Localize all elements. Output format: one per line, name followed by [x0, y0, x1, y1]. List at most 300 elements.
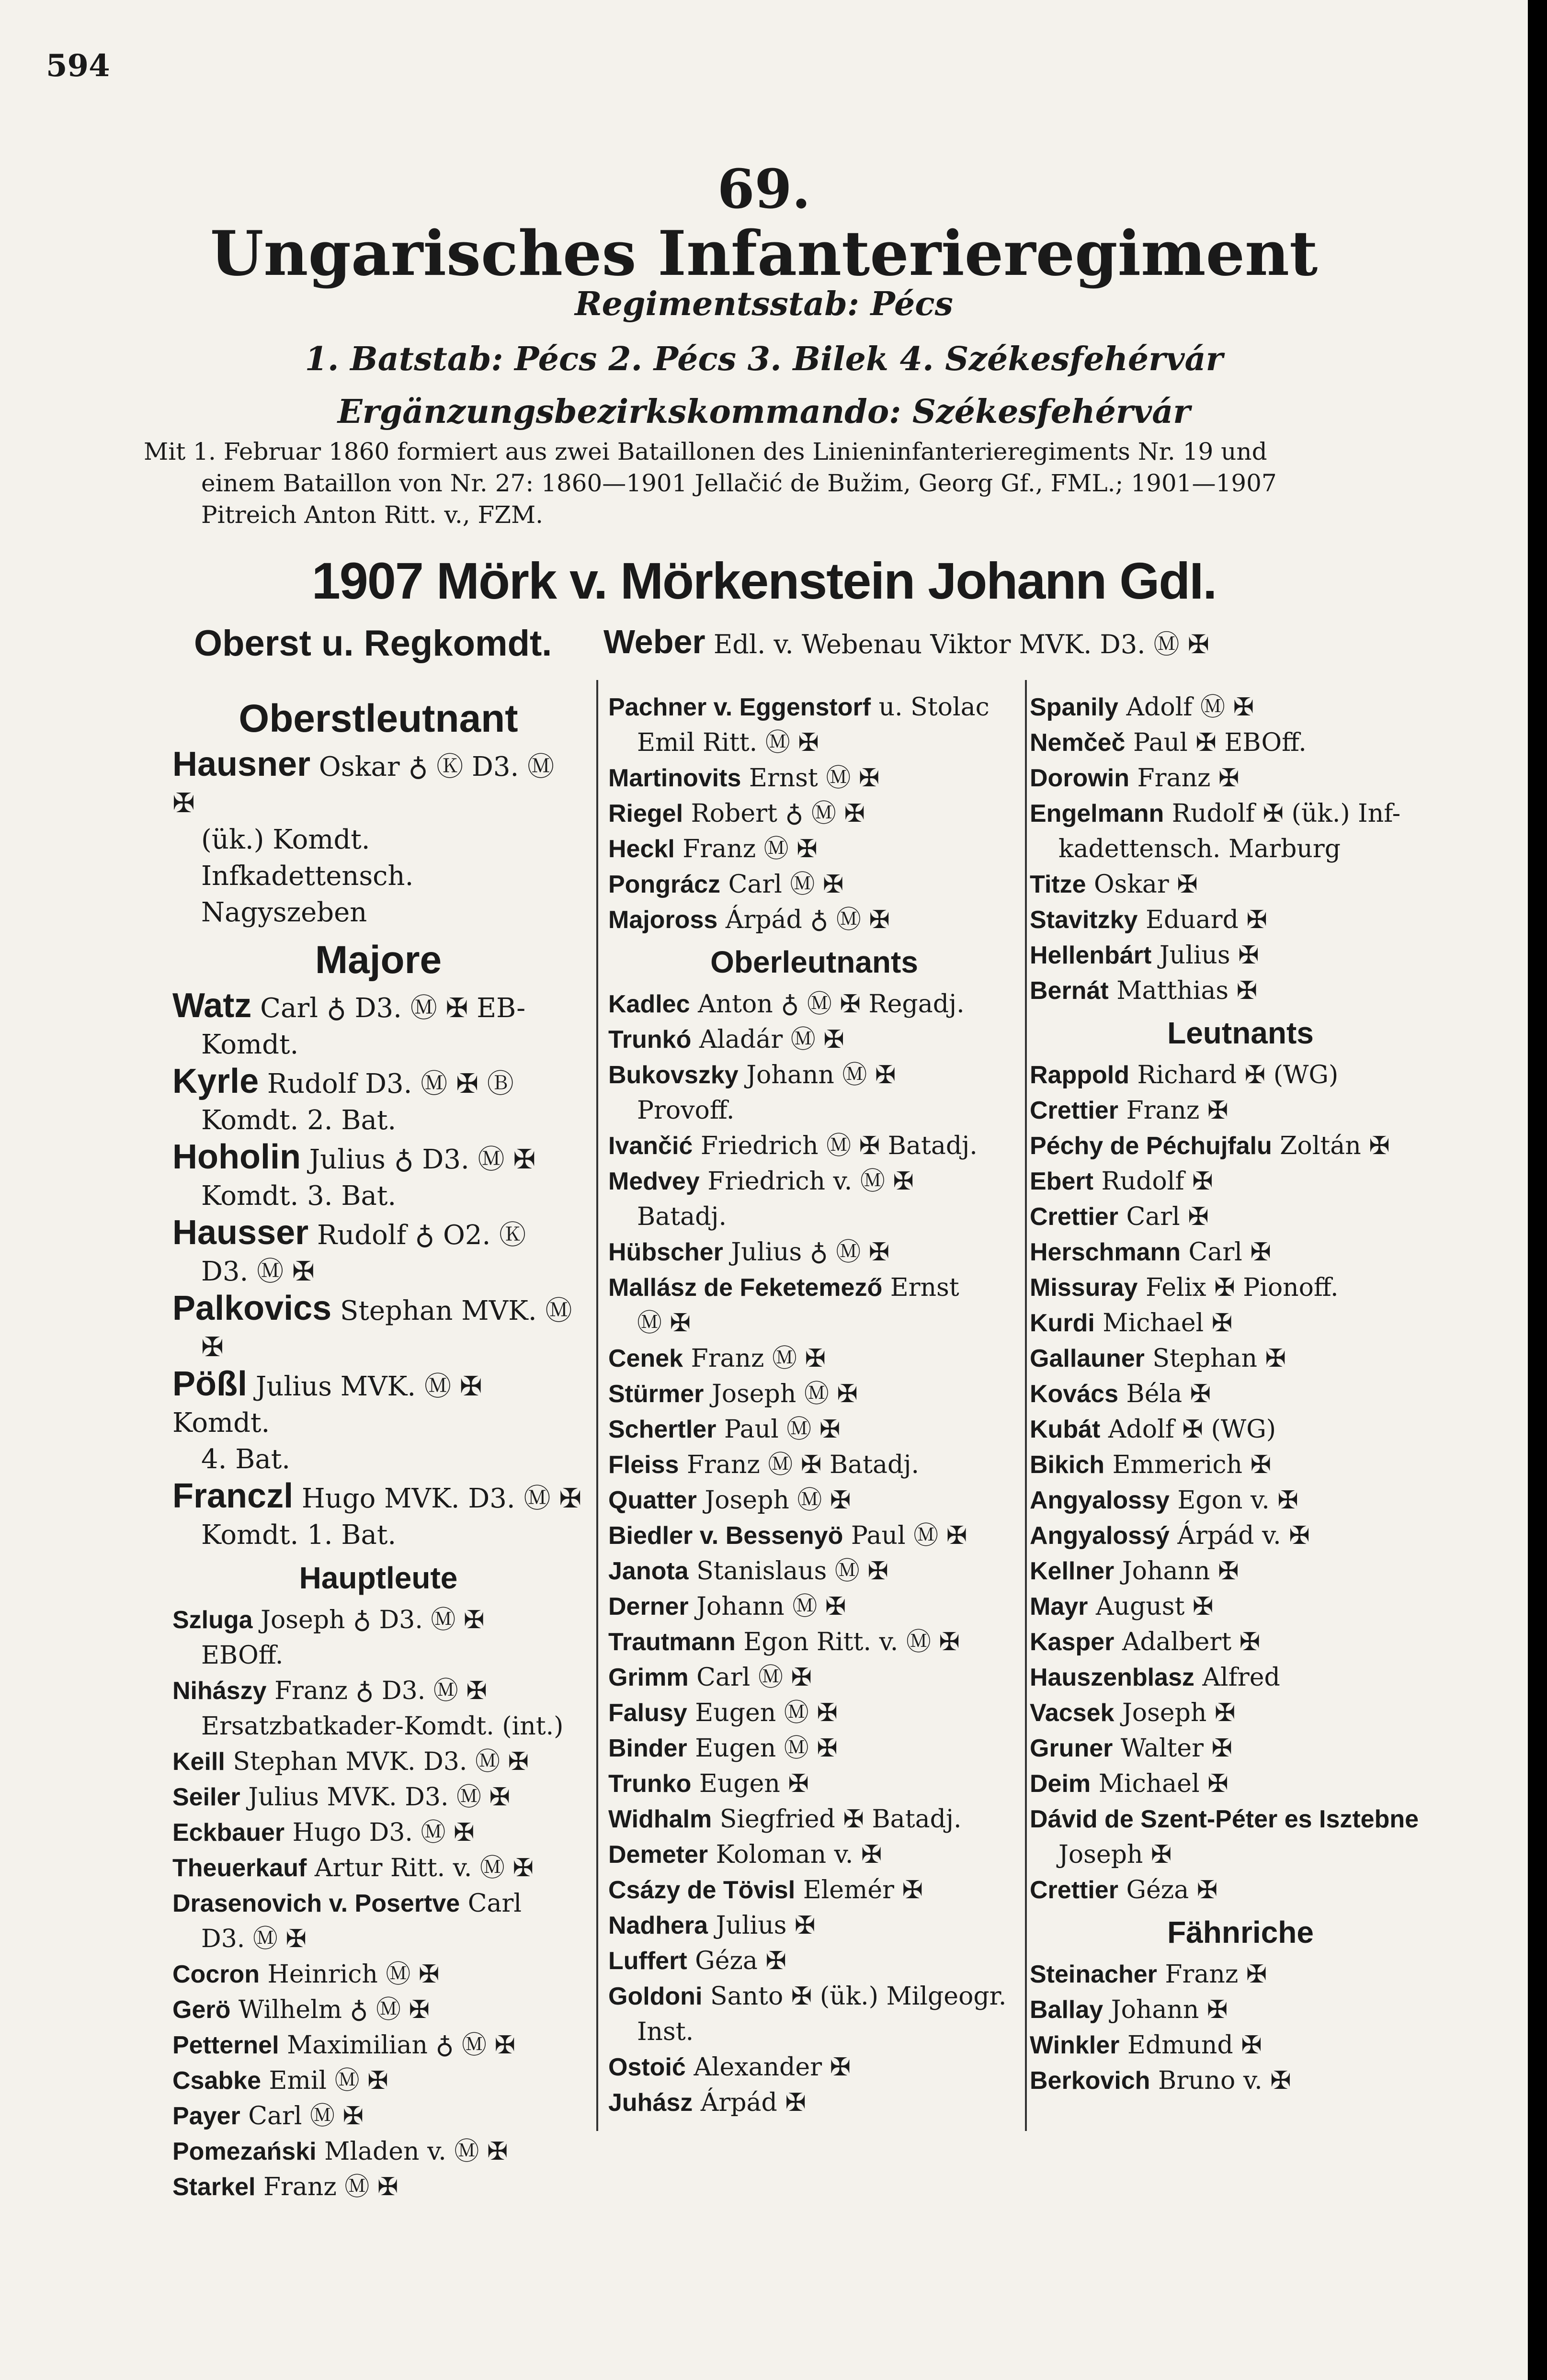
officer-details: Adolf Ⓜ ✠: [1126, 693, 1254, 722]
officer-details: Franz Ⓜ ✠: [263, 2173, 398, 2201]
officer-surname: Luffert: [608, 1947, 687, 1975]
oberst-name: Weber: [603, 623, 705, 660]
page-number: 594: [46, 48, 110, 84]
officer-surname: Bukovszky: [608, 1061, 739, 1089]
officer-surname: Pongrácz: [608, 871, 721, 898]
officer-surname: Keill: [172, 1748, 225, 1776]
officer-details: Oskar ✠: [1094, 870, 1198, 899]
officer-entry: [172, 2063, 584, 2098]
officer-entry: [608, 1624, 1020, 1660]
officer-details: Rudolf ♁ O2. Ⓚ: [317, 1220, 526, 1251]
officer-surname: Payer: [172, 2102, 240, 2130]
officer-surname: Missuray: [1030, 1274, 1138, 1302]
officer-details: Julius ♁ Ⓜ ✠: [731, 1238, 890, 1267]
officer-details: Heinrich Ⓜ ✠: [267, 1960, 440, 1989]
officer-entry: [172, 2098, 584, 2134]
officer-surname: Gerö: [172, 1996, 231, 2024]
officer-details: Robert ♁ Ⓜ ✠: [691, 799, 865, 828]
officer-details-cont: D3. Ⓜ ✠: [201, 1925, 307, 1953]
officer-entry: [608, 1553, 1020, 1589]
officer-surname: Herschmann: [1030, 1238, 1181, 1266]
officer-entry: [172, 1139, 584, 1214]
officer-details: Julius ✠: [1159, 941, 1259, 970]
officer-entry: [608, 986, 1020, 1022]
officer-entry: [608, 831, 1020, 867]
officer-entry: [608, 1270, 1020, 1341]
officer-surname: Ebert: [1030, 1167, 1093, 1195]
officer-surname: Csabke: [172, 2067, 261, 2095]
officer-details: Franz Ⓜ ✠: [691, 1344, 826, 1373]
officer-details: Emil Ⓜ ✠: [269, 2066, 388, 2095]
officer-entry: [172, 1779, 584, 1815]
officer-entry: [608, 1589, 1020, 1624]
officer-details-cont: Emil Ritt. Ⓜ ✠: [637, 728, 819, 757]
officer-surname: Watz: [172, 986, 252, 1025]
officer-surname: Hoholin: [172, 1138, 301, 1176]
batstab: 1. Batstab: Pécs 2. Pécs 3. Bilek 4. Székesfehérvár: [305, 340, 1223, 378]
officer-details: Julius MVK. Ⓜ ✠ Komdt.: [172, 1371, 482, 1439]
officer-surname: Fleiss: [608, 1451, 679, 1479]
officer-surname: Vacsek: [1030, 1699, 1115, 1727]
officer-details: Franz ♁ D3. Ⓜ ✠: [274, 1677, 487, 1705]
officer-surname: Kyrle: [172, 1062, 259, 1100]
officer-surname: Schertler: [608, 1416, 717, 1443]
officer-surname: Starkel: [172, 2173, 256, 2201]
officer-entry: [608, 1057, 1020, 1128]
officer-entry: [608, 2085, 1020, 2120]
officer-entry: [1030, 867, 1451, 902]
officer-entry: [172, 1673, 584, 1744]
officer-details-cont: Provoff.: [637, 1096, 735, 1125]
officer-surname: Dávid de Szent-Péter es Isztebne: [1030, 1805, 1419, 1833]
officer-entry: [608, 1837, 1020, 1872]
officer-surname: Csázy de Tövisl: [608, 1876, 796, 1904]
officer-surname: Mallász de Feketemező: [608, 1274, 883, 1302]
officer-entry: [1030, 902, 1451, 938]
officer-details: Alfred: [1202, 1663, 1280, 1692]
officer-entry: [1030, 1766, 1451, 1802]
officer-entry: [1030, 760, 1451, 796]
officer-entry: [608, 1341, 1020, 1376]
officer-entry: [608, 1447, 1020, 1483]
officer-entry: [1030, 1589, 1451, 1624]
section-heading: Leutnants: [1167, 1016, 1314, 1050]
officer-details-cont: D3. Ⓜ ✠: [201, 1256, 315, 1287]
officer-surname: Ballay: [1030, 1996, 1103, 2024]
officer-surname: Cocron: [172, 1961, 260, 1988]
officer-surname: Grimm: [608, 1664, 689, 1691]
officer-details: Paul Ⓜ ✠: [851, 1521, 967, 1550]
officer-entry: [608, 760, 1020, 796]
officer-details: Carl ✠: [1188, 1238, 1271, 1267]
officer-entry: [1030, 725, 1451, 760]
officer-details-cont: Komdt. 2. Bat.: [201, 1105, 397, 1136]
officer-entry: [1030, 1412, 1451, 1447]
officer-details: Bruno v. ✠: [1158, 2066, 1291, 2095]
officer-details: Béla ✠: [1126, 1380, 1211, 1408]
officer-details: Paul Ⓜ ✠: [724, 1415, 841, 1444]
officer-entry: [1030, 690, 1451, 725]
officer-entry: [1030, 1695, 1451, 1731]
officer-surname: Crettier: [1030, 1203, 1118, 1231]
officer-entry: [172, 1366, 584, 1478]
officer-details: Santo ✠ (ük.) Milgeogr.: [710, 1982, 1007, 2011]
officer-entry: [172, 1886, 584, 1957]
officer-details: Carl Ⓜ ✠: [248, 2102, 364, 2131]
officer-details: Eugen Ⓜ ✠: [695, 1699, 838, 1727]
officer-details: Adolf ✠ (WG): [1108, 1415, 1276, 1444]
officer-surname: Nihászy: [172, 1677, 267, 1705]
officer-details: Maximilian ♁ Ⓜ ✠: [287, 2031, 516, 2060]
officer-details: Richard ✠ (WG): [1137, 1061, 1339, 1089]
officer-details: Friedrich v. Ⓜ ✠: [707, 1167, 914, 1196]
officer-details-cont: Ersatzbatkader-Komdt. (int.): [201, 1712, 564, 1741]
oberst-entry: [603, 623, 1209, 661]
officer-entry: [1030, 1802, 1451, 1872]
officer-details: Walter ✠: [1120, 1734, 1233, 1763]
officer-surname: Pomezański: [172, 2138, 317, 2165]
oberst-heading: Oberst u. Regkomdt.: [194, 623, 552, 664]
officer-entry: [1030, 1483, 1451, 1518]
officer-entry: [608, 1872, 1020, 1908]
officer-surname: Angyalossy: [1030, 1486, 1170, 1514]
officer-surname: Pößl: [172, 1365, 247, 1403]
officer-entry: [608, 902, 1020, 938]
officer-surname: Janota: [608, 1557, 689, 1585]
officer-entry: [1030, 1731, 1451, 1766]
officer-details: Wilhelm ♁ Ⓜ ✠: [238, 1995, 430, 2024]
officer-details-cont: Komdt.: [201, 1029, 299, 1060]
officer-details: Rudolf ✠: [1101, 1167, 1213, 1196]
officer-entry: [172, 1957, 584, 1992]
officer-surname: Rappold: [1030, 1061, 1129, 1089]
officer-surname: Bikich: [1030, 1451, 1105, 1479]
officer-entry: [1030, 1235, 1451, 1270]
officer-details: Joseph ♁ D3. Ⓜ ✠: [261, 1606, 485, 1634]
officer-surname: Medvey: [608, 1167, 700, 1195]
officer-details-cont: kadettensch. Marburg: [1058, 835, 1341, 863]
officer-details: Julius ♁ D3. Ⓜ ✠: [309, 1144, 536, 1175]
officer-details: Stanislaus Ⓜ ✠: [696, 1557, 888, 1586]
officer-details: Egon v. ✠: [1177, 1486, 1298, 1515]
officer-entry: [608, 1660, 1020, 1695]
officer-surname: Hausser: [172, 1213, 309, 1252]
officer-details: Stephan ✠: [1152, 1344, 1286, 1373]
officer-details-cont: 4. Bat.: [201, 1444, 291, 1475]
officer-surname: Goldoni: [608, 1983, 703, 2010]
officer-details: Franz ✠: [1126, 1096, 1228, 1125]
officer-details: Anton ♁ Ⓜ ✠ Regadj.: [698, 990, 965, 1019]
column-divider: [1025, 680, 1027, 2131]
officer-surname: Kadlec: [608, 990, 690, 1018]
officer-details: Stephan MVK. Ⓜ: [340, 1295, 572, 1326]
officer-surname: Péchy de Péchujfalu: [1030, 1132, 1272, 1160]
officer-entry: [1030, 1553, 1451, 1589]
officer-surname: Dorowin: [1030, 764, 1129, 792]
officer-entry: [608, 1731, 1020, 1766]
officer-surname: Derner: [608, 1593, 689, 1621]
officer-details: Johann ✠: [1111, 1995, 1228, 2024]
officer-details: Ernst Ⓜ ✠: [749, 764, 880, 793]
officer-surname: Kellner: [1030, 1557, 1115, 1585]
column-divider: [596, 680, 598, 2131]
officer-surname: Crettier: [1030, 1876, 1118, 1904]
officer-entry: [608, 690, 1020, 760]
officer-details: Siegfried ✠ Batadj.: [719, 1805, 962, 1834]
officer-details: Joseph Ⓜ ✠: [705, 1486, 851, 1515]
officer-entry: [1030, 1341, 1451, 1376]
section-heading: Oberleutnants: [710, 945, 918, 979]
officer-details: Mladen v. Ⓜ ✠: [324, 2137, 508, 2166]
oberst-rest: Edl. v. Webenau Viktor MVK. D3. Ⓜ ✠: [713, 629, 1209, 659]
officer-details: Hugo D3. Ⓜ ✠: [292, 1818, 475, 1847]
officer-entry: [608, 1376, 1020, 1412]
officer-surname: Hausner: [172, 745, 311, 783]
officer-surname: Kubát: [1030, 1416, 1101, 1443]
officer-entry: [608, 1412, 1020, 1447]
officer-details-cont: Joseph ✠: [1058, 1840, 1172, 1869]
officer-surname: Riegel: [608, 800, 683, 827]
officer-surname: Ostoić: [608, 2053, 686, 2081]
section-heading: Hauptleute: [299, 1561, 458, 1595]
officer-surname: Trunkó: [608, 1026, 692, 1054]
column-right: [1030, 690, 1451, 2098]
officer-details-cont: (ük.) Komdt. Infkadettensch.: [201, 824, 414, 892]
officer-details: Johann ✠: [1122, 1557, 1239, 1586]
officer-details: Adalbert ✠: [1122, 1628, 1261, 1656]
officer-details: Franz ✠: [1165, 1960, 1267, 1989]
officer-surname: Stavitzky: [1030, 906, 1138, 934]
officer-entry: [608, 2050, 1020, 2085]
officer-surname: Theuerkauf: [172, 1854, 307, 1882]
officer-entry: [1030, 1992, 1451, 2028]
officer-details: Géza ✠: [695, 1947, 786, 1975]
officer-entry: [608, 796, 1020, 831]
regiment-number: 69.: [717, 158, 811, 221]
officer-entry: [1030, 938, 1451, 973]
officer-details: Eugen Ⓜ ✠: [695, 1734, 838, 1763]
officer-entry: [172, 1063, 584, 1139]
officer-surname: Berkovich: [1030, 2067, 1150, 2095]
officer-surname: Steinacher: [1030, 1961, 1157, 1988]
officer-entry: [172, 1214, 584, 1290]
officer-surname: Trautmann: [608, 1628, 736, 1656]
officer-details: Matthias ✠: [1116, 976, 1258, 1005]
officer-surname: Demeter: [608, 1841, 708, 1869]
officer-entry: [1030, 1128, 1451, 1164]
officer-details: Elemér ✠: [803, 1876, 923, 1904]
officer-details: Carl ♁ D3. Ⓜ ✠ EB-: [260, 993, 526, 1024]
officer-surname: Nemčeč: [1030, 729, 1126, 757]
officer-entry: [1030, 1199, 1451, 1235]
history-paragraph: [144, 436, 1446, 531]
officer-details: Ernst: [890, 1273, 959, 1302]
officer-entry: [608, 1235, 1020, 1270]
officer-entry: [1030, 1376, 1451, 1412]
officer-entry: [172, 1602, 584, 1673]
officer-entry: [1030, 1957, 1451, 1992]
inhaber-heading: 1907 Mörk v. Mörkenstein Johann GdI.: [311, 552, 1217, 610]
officer-entry: [1030, 1624, 1451, 1660]
officer-entry: [608, 1128, 1020, 1164]
officer-surname: Palkovics: [172, 1289, 332, 1327]
officer-surname: Biedler v. Bessenyö: [608, 1522, 843, 1550]
officer-details: Hugo MVK. D3. Ⓜ ✠: [301, 1483, 582, 1514]
officer-surname: Gallauner: [1030, 1345, 1145, 1372]
officer-details: Johann Ⓜ ✠: [696, 1592, 846, 1621]
officer-details: Stephan MVK. D3. Ⓜ ✠: [233, 1747, 529, 1776]
regiment-name: Ungarisches Infanterieregiment: [210, 218, 1318, 290]
officer-details: Egon Ritt. v. Ⓜ ✠: [743, 1628, 960, 1656]
officer-surname: Stürmer: [608, 1380, 704, 1408]
officer-details: Árpád v. ✠: [1177, 1521, 1310, 1550]
officer-details: Paul ✠ EBOff.: [1133, 728, 1307, 757]
officer-surname: Ivančić: [608, 1132, 693, 1160]
history-line: Mit 1. Februar 1860 formiert aus zwei Bataillonen des Linieninfanterieregiments Nr. 19 und: [144, 438, 1267, 465]
officer-surname: Spanily: [1030, 693, 1118, 721]
officer-details: Friedrich Ⓜ ✠ Batadj.: [700, 1132, 978, 1160]
officer-details: Michael ✠: [1103, 1309, 1233, 1337]
officer-details: Carl ✠: [1126, 1202, 1209, 1231]
officer-entry: [1030, 1093, 1451, 1128]
officer-surname: Heckl: [608, 835, 675, 863]
officer-entry: [1030, 1270, 1451, 1305]
officer-details: Edmund ✠: [1127, 2031, 1262, 2060]
officer-surname: Trunko: [608, 1770, 692, 1798]
officer-details: Julius ✠: [716, 1911, 816, 1940]
officer-surname: Kurdi: [1030, 1309, 1095, 1337]
officer-details: Rudolf ✠ (ük.) Inf-: [1172, 799, 1401, 828]
ergaenzungskommando: Ergänzungsbezirkskommando: Székesfehérvár: [337, 393, 1191, 431]
officer-entry: [608, 1695, 1020, 1731]
officer-details-cont: Komdt. 1. Bat.: [201, 1519, 397, 1551]
officer-entry: [1030, 2063, 1451, 2098]
officer-details: Joseph Ⓜ ✠: [711, 1380, 858, 1408]
officer-details: u. Stolac: [878, 693, 990, 722]
officer-surname: Hübscher: [608, 1238, 723, 1266]
officer-entry: [172, 1850, 584, 1886]
officer-surname: Engelmann: [1030, 800, 1164, 827]
officer-details: Árpád ♁ Ⓜ ✠: [725, 906, 890, 934]
officer-surname: Eckbauer: [172, 1819, 285, 1847]
officer-details: Eugen ✠: [699, 1769, 809, 1798]
officer-surname: Widhalm: [608, 1805, 712, 1833]
officer-entry: [1030, 1872, 1451, 1908]
officer-entry: [608, 1908, 1020, 1943]
officer-surname: Mayr: [1030, 1593, 1088, 1621]
officer-entry: [172, 746, 584, 931]
officer-details: Eduard ✠: [1145, 906, 1267, 934]
officer-details: Alexander ✠: [694, 2053, 851, 2082]
column-left: [172, 690, 584, 2205]
officer-details: Artur Ritt. v. Ⓜ ✠: [314, 1854, 534, 1882]
officer-entry: [172, 2134, 584, 2169]
officer-entry: [608, 1483, 1020, 1518]
officer-details: Joseph ✠: [1122, 1699, 1236, 1727]
officer-details: Aladár Ⓜ ✠: [699, 1025, 844, 1054]
officer-surname: Hauszenblasz: [1030, 1664, 1194, 1691]
officer-entry: [1030, 1518, 1451, 1553]
officer-entry: [172, 1992, 584, 2028]
officer-details: Carl: [467, 1889, 522, 1918]
officer-details: Johann Ⓜ ✠: [746, 1061, 896, 1089]
officer-entry: [608, 1022, 1020, 1057]
officer-entry: [608, 867, 1020, 902]
history-line: Pitreich Anton Ritt. v., FZM.: [201, 501, 544, 529]
officer-surname: Angyalossý: [1030, 1522, 1170, 1550]
officer-details-cont: Komdt. 3. Bat.: [201, 1180, 397, 1212]
section-heading: Fähnriche: [1167, 1915, 1314, 1949]
officer-surname: Franczl: [172, 1477, 294, 1515]
officer-details-cont: Nagyszeben: [201, 897, 367, 928]
section-heading: Majore: [315, 938, 442, 982]
officer-entry: [172, 2028, 584, 2063]
officer-surname: Nadhera: [608, 1912, 708, 1939]
officer-details: Carl Ⓜ ✠: [696, 1663, 812, 1692]
officer-details: Géza ✠: [1126, 1876, 1218, 1904]
officer-details: Franz ✠: [1137, 764, 1240, 793]
officer-surname: Quatter: [608, 1486, 697, 1514]
officer-details-cont: Ⓜ ✠: [637, 1309, 691, 1337]
officer-surname: Bernát: [1030, 977, 1109, 1005]
officer-details: August ✠: [1095, 1592, 1214, 1621]
officer-details: Emmerich ✠: [1112, 1451, 1272, 1479]
officer-details: Oskar ♁ Ⓚ D3. Ⓜ ✠: [172, 751, 555, 819]
regimentsstab: Regimentsstab: Pécs: [575, 285, 953, 323]
officer-details: Franz Ⓜ ✠ Batadj.: [686, 1451, 919, 1479]
officer-surname: Deim: [1030, 1770, 1091, 1798]
section-heading: Oberstleutnant: [239, 697, 518, 740]
officer-details: Zoltán ✠: [1280, 1132, 1390, 1160]
officer-surname: Drasenovich v. Posertve: [172, 1890, 460, 1917]
officer-entry: [1030, 1305, 1451, 1341]
officer-entry: [1030, 2028, 1451, 2063]
officer-entry: [608, 1766, 1020, 1802]
officer-surname: Hellenbárt: [1030, 941, 1152, 969]
officer-details: Felix ✠ Pionoff.: [1145, 1273, 1339, 1302]
officer-surname: Titze: [1030, 871, 1086, 898]
officer-surname: Petternel: [172, 2031, 279, 2059]
history-line: einem Bataillon von Nr. 27: 1860—1901 Jellačić de Bužim, Georg Gf., FML.; 1901—1907: [201, 469, 1277, 497]
officer-surname: Winkler: [1030, 2031, 1120, 2059]
officer-entry: [1030, 1057, 1451, 1093]
officer-entry: [172, 2169, 584, 2205]
officer-details: Franz Ⓜ ✠: [682, 835, 818, 863]
officer-entry: [172, 1290, 584, 1366]
officer-entry: [172, 1815, 584, 1850]
officer-surname: Cenek: [608, 1345, 683, 1372]
officer-entry: [1030, 1164, 1451, 1199]
officer-surname: Seiler: [172, 1783, 240, 1811]
officer-surname: Kasper: [1030, 1628, 1115, 1656]
officer-entry: [608, 1943, 1020, 1979]
officer-details-cont: Batadj.: [637, 1202, 727, 1231]
officer-entry: [172, 987, 584, 1063]
officer-surname: Martinovits: [608, 764, 741, 792]
officer-details: Michael ✠: [1098, 1769, 1228, 1798]
officer-details: Koloman v. ✠: [716, 1840, 882, 1869]
officer-entry: [608, 1518, 1020, 1553]
officer-entry: [608, 1802, 1020, 1837]
officer-surname: Crettier: [1030, 1097, 1118, 1124]
officer-entry: [1030, 1660, 1451, 1695]
officer-details: Julius MVK. D3. Ⓜ ✠: [248, 1783, 511, 1812]
officer-surname: Binder: [608, 1734, 687, 1762]
officer-details-cont: EBOff.: [201, 1641, 284, 1670]
officer-details: Carl Ⓜ ✠: [728, 870, 844, 899]
officer-surname: Pachner v. Eggenstorf: [608, 693, 871, 721]
officer-entry: [1030, 796, 1451, 867]
